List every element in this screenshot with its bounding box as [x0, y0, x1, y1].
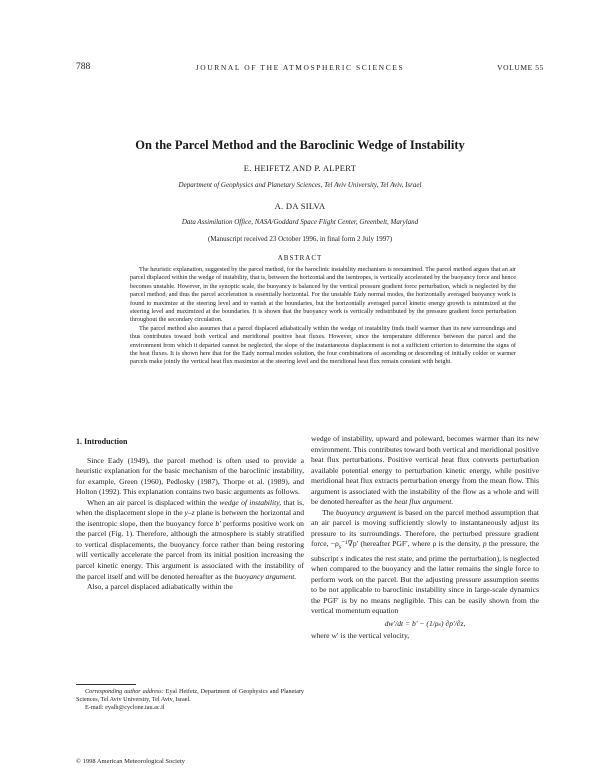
abstract-heading: ABSTRACT	[277, 254, 323, 262]
affiliation-2: Data Assimilation Office, NASA/Goddard Space Flight Center, Greenbelt, Maryland	[181, 218, 419, 226]
manuscript-received: (Manuscript received 23 October 1996, in final form 2 July 1997)	[207, 235, 393, 243]
volume-label: VOLUME 55	[497, 63, 544, 72]
abstract-paragraph-1: The heuristic explanation, suggested by the parcel method, for the baroclinic instability mechanism is reexamined. The parcel method argues that an air parcel displaced within the wedge of instability, that is, between the horizontal and the isentropes, is vertically accelerated by the buoyancy force and hence becomes unstable. However, in the synoptic scale, the buoyancy is balanced by the vertical pressure gradient force perturbation, which is neglected by the parcel method, and thus the parcel acceleration is essentially horizontal. For the unstable Eady normal modes, the horizontally averaged buoyancy work is found to maximize at the steering level and to vanish at the boundaries, but the horizontally averaged parcel kinetic energy growth is minimized at the steering level and maximized at the boundaries. It is shown that the buoyancy work is vertically redistributed by the pressure gradient force perturbation throughout the secondary circulation.	[130, 266, 516, 324]
copyright-notice: © 1998 American Meteorological Society	[76, 758, 185, 765]
intro-paragraph-1: Since Eady (1949), the parcel method is often used to provide a heuristic explanation for the basic mechanism of the baroclinic instability, for example, Green (1960), Pedlosky (1987), Thorpe et al. (1989), and Holton (1992). This explanation contains two basic arguments as follows.	[76, 455, 304, 497]
abstract-paragraph-2: The parcel method also assumes that a parcel displaced adiabatically within the wedge of instability finds itself warmer than its new surroundings and thus contributes toward both vertical and meridional positive heat fluxes. However, since the temperature difference between the parcel and the environment from which it departed cannot be neglected, the slope of the instantaneous displacement is not a sufficient criterion to determine the signs of the heat fluxes. It is shown here that for the Eady normal modes solution, the four combinations of ascending or descending of initially colder or warmer parcels make jointly the vertical heat flux maximize at the steering level and the meridional heat flux remain constant with height.	[130, 324, 516, 366]
intro-paragraph-2: When an air parcel is displaced within the wedge of instability, that is, when the displacement slope in the y–z plane is between the horizontal and the isentropic slope, then the buoyancy force b′ performs positive work on the parcel (Fig. 1). Therefore, although the atmosphere is stably stratified to vertical displacements, the buoyancy force rather than being restoring will vertically accelerate the parcel from its initial position increasing the parcel kinetic energy. This argument is associated with the instability of the parcel itself and will be denoted hereafter as the buoyancy argument.	[76, 497, 304, 581]
footnote-rule	[76, 684, 136, 685]
page-number: 788	[76, 62, 91, 72]
authors-line-2: A. DA SILVA	[274, 201, 326, 211]
affiliation-1: Department of Geophysics and Planetary Sciences, Tel Aviv University, Tel Aviv, Israel	[178, 181, 422, 189]
right-paragraph-1: wedge of instability, upward and poleward, becomes warmer than its new environment. This contributes toward both vertical and meridional positive heat flux perturbations. Positive vertical heat flux converts perturbation available potential energy to perturbation kinetic energy, while positive meridional heat flux extracts perturbation energy from the mean flow. This argument is associated with the instability of the flow as a whole and will be denoted hereafter as the heat flux argument.	[311, 434, 539, 507]
footnote-address: Corresponding author address: Eyal Heifetz, Department of Geophysics and Planetary Sciences, Tel Aviv University, Tel Aviv, Israel.	[76, 688, 305, 704]
journal-name: JOURNAL OF THE ATMOSPHERIC SCIENCES	[195, 63, 405, 72]
vertical-momentum-equation: dw′/dt = b′ − (1/ρₛ) ∂p′/∂z,	[384, 618, 466, 628]
authors-line-1: E. HEIFETZ AND P. ALPERT	[243, 163, 357, 173]
right-paragraph-3: where w′ is the vertical velocity,	[311, 631, 410, 641]
paper-title: On the Parcel Method and the Baroclinic Wedge of Instability	[135, 138, 465, 152]
left-column	[76, 434, 304, 593]
footnote	[76, 688, 304, 713]
abstract-body	[130, 266, 516, 367]
right-paragraph-2: The buoyancy argument is based on the parcel method assumption that an air parcel is moving sufficiently slowly to instantaneously adjust its pressure to its surroundings. Therefore, the perturbed pressure gradient force, $-\rho_s^{-1}\nabla p'$ (hereafter PGF′, where ρ is the density, p the pressure, the subscript s indicates the rest state, and prime the perturbation), is neglected when compared to the buoyancy and the latter remains the single force to perform work on the parcel. But the adjusting pressure assumption seems to be not applicable to baroclinic instability since in large-scale dynamics the PGF′ is by no means negligible. This can be easily shown from the vertical momentum equation	[311, 507, 539, 616]
section-heading-introduction: 1. Introduction	[76, 437, 128, 446]
right-column	[311, 434, 539, 642]
footnote-email: E-mail: eyalh@cyclone.tau.ac.il	[85, 704, 165, 712]
intro-paragraph-3: Also, a parcel displaced adiabatically within the	[87, 582, 233, 592]
